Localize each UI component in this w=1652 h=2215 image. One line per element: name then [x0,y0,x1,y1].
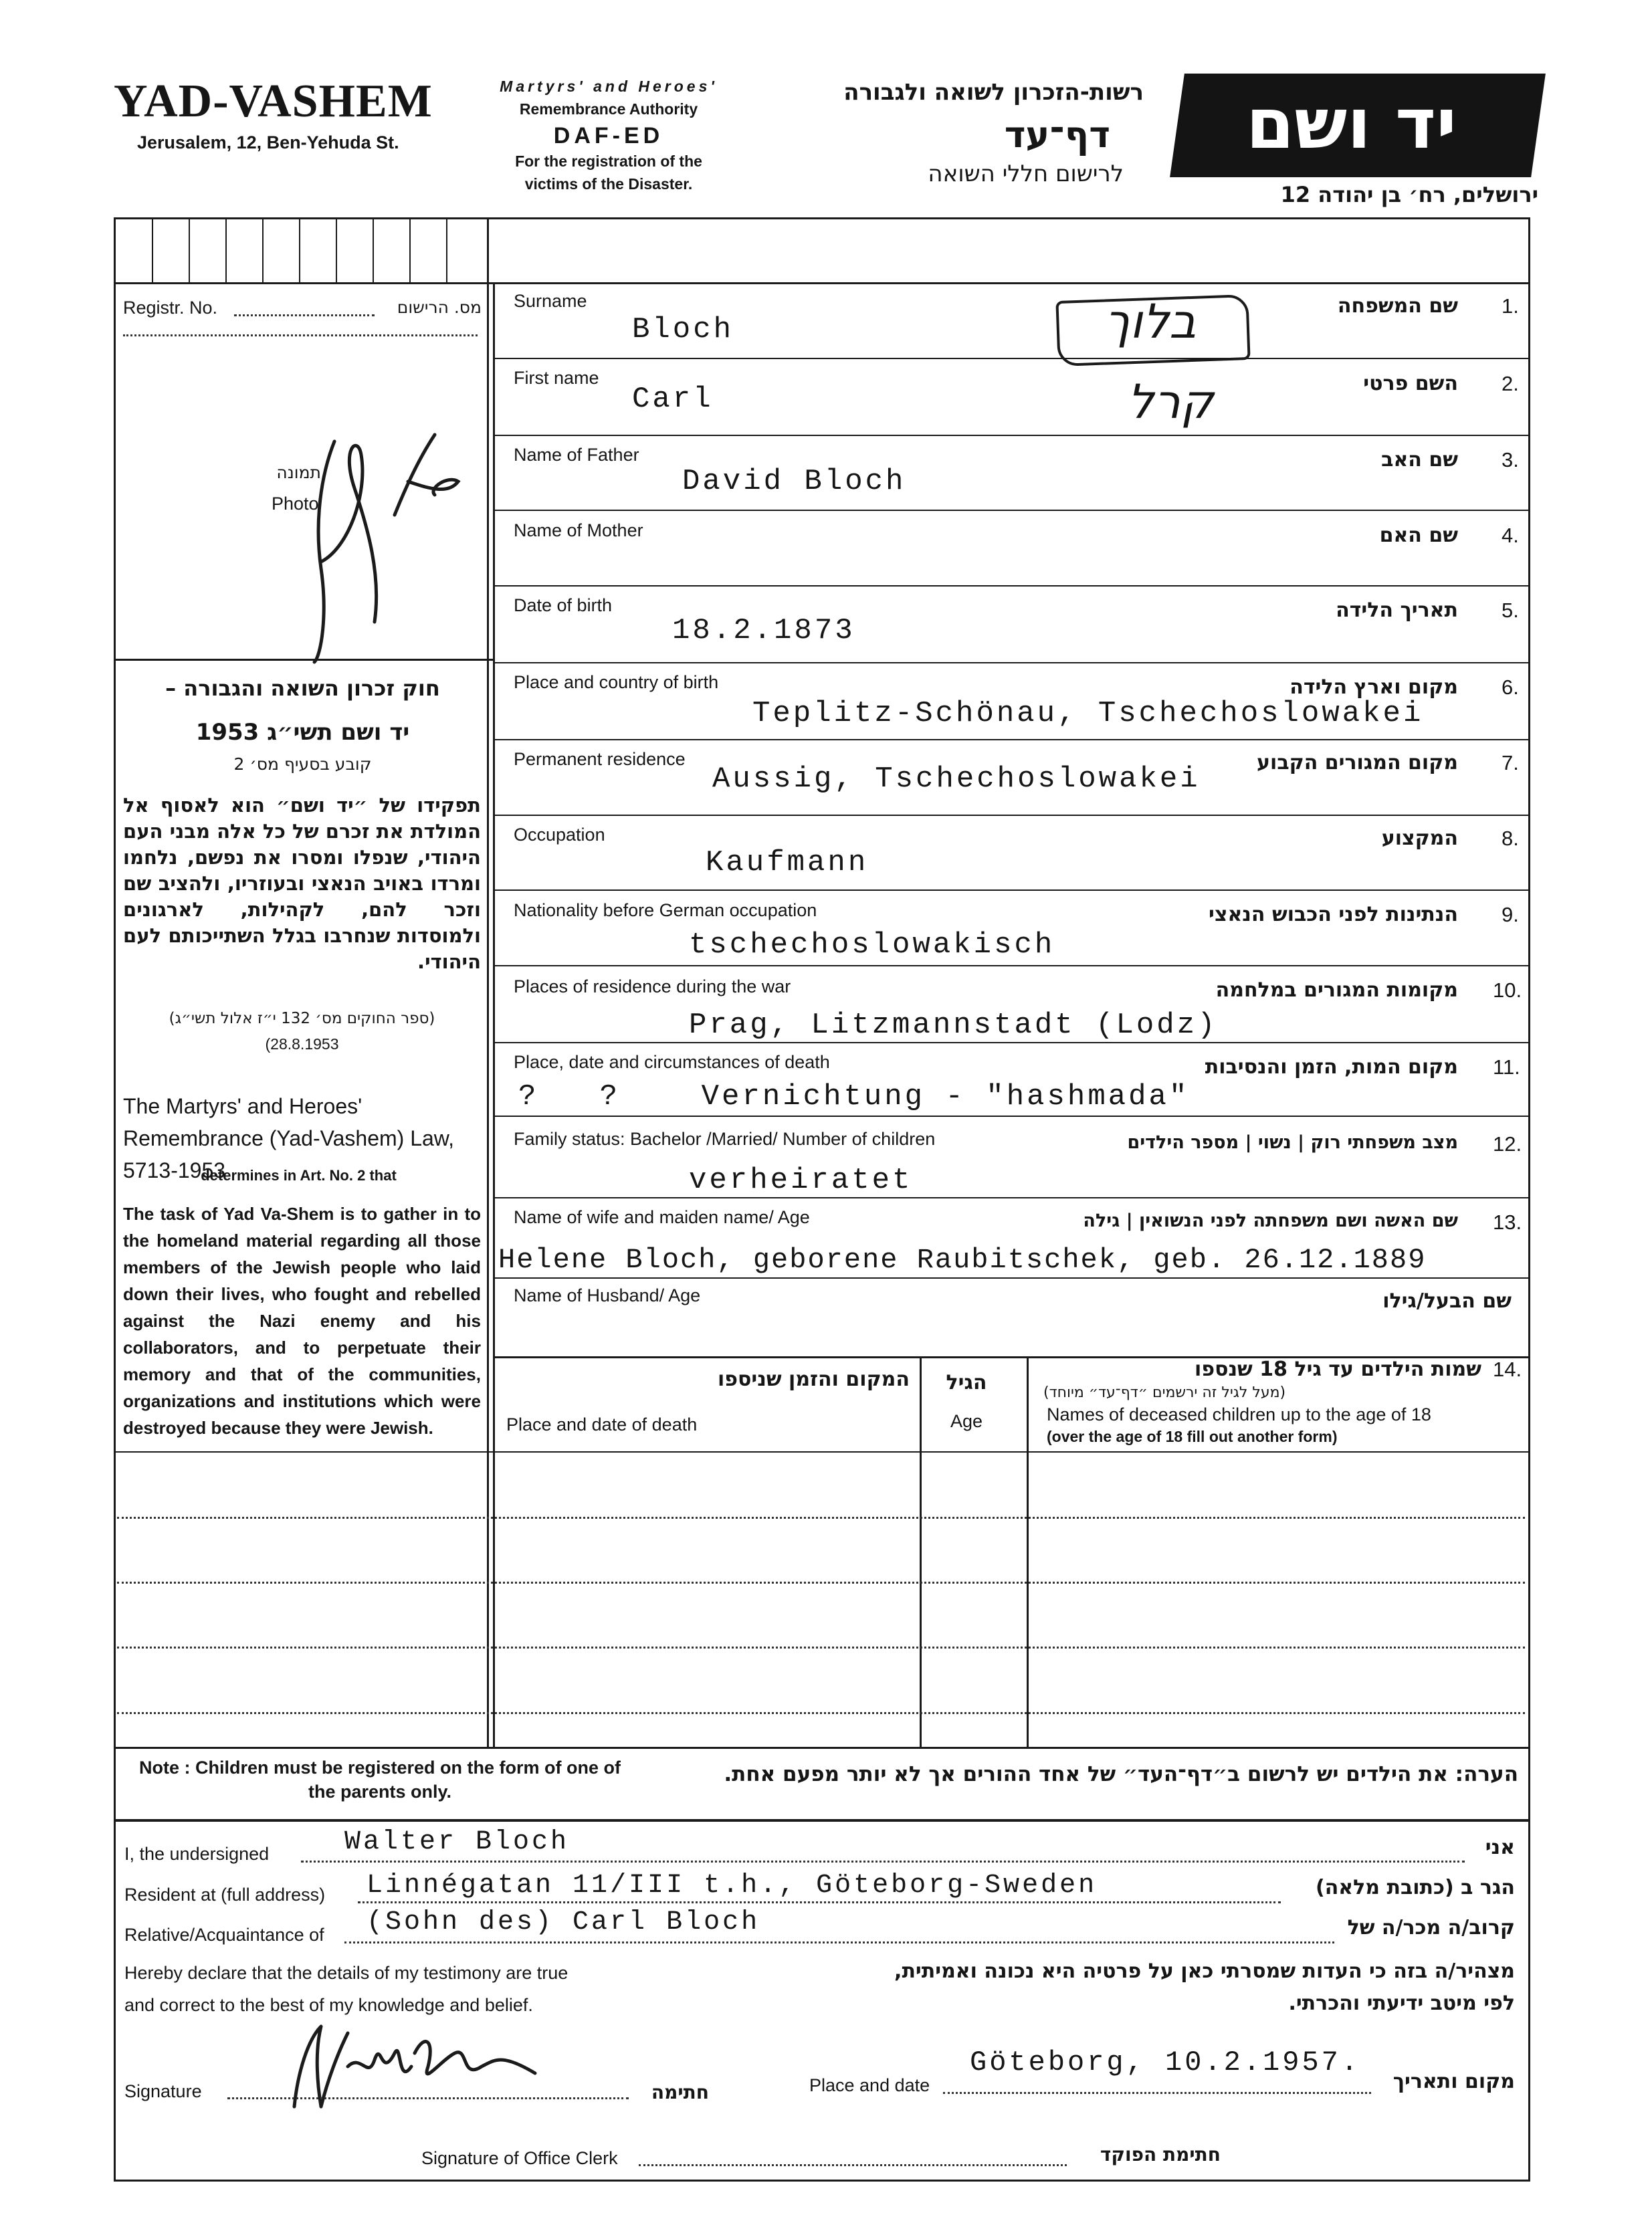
children-age-heb: הגיל [946,1371,987,1394]
undersigned-label: I, the undersigned [124,1844,270,1864]
children-title-en: Names of deceased children up to the age of 18 [1047,1404,1431,1425]
field-12-value[interactable]: verheiratet [689,1164,913,1197]
logo-text: יד ושם [1245,83,1457,165]
field-7-heb: מקום המגורים הקבוע [1257,751,1458,774]
left-address: Jerusalem, 12, Ben-Yehuda St. [137,132,399,152]
field-10-heb: מקומות המגורים במלחמה [1215,978,1458,1002]
field-11-heb: מקום המות, הזמן והנסיבות [1205,1055,1458,1079]
place-date-heb: מקום ותאריך [1392,2070,1515,2093]
field-1-label: Surname [514,291,587,311]
law-ref-heb: (ספר החוקים מס׳ 132 י״ז אלול תשי״ג) [169,1010,435,1027]
children-row[interactable] [117,1712,1525,1714]
field-7-label: Permanent residence [514,749,686,769]
law-title-heb: חוק זכרון השואה והגבורה – [165,675,440,701]
children-row[interactable] [117,1647,1525,1649]
children-note-en: (over the age of 18 fill out another form) [1047,1428,1338,1445]
field-10-num: 10. [1493,978,1522,1002]
heb-title: דף־עד [1004,114,1110,156]
header-center [441,75,776,195]
children-place-heb: המקום והזמן שניספו [717,1368,910,1391]
photo-heb: תמונה [276,463,321,482]
declare-heb-2: לפי מיטב ידיעתי והכרתי. [1288,1992,1515,2015]
declare-heb-1: מצהיר/ה בזה כי העדות שמסרתי כאן על פרטיה היא נכונה ואמיתית, [894,1960,1515,1983]
signature-label: Signature [124,2081,202,2101]
field-3-value[interactable]: David Bloch [682,465,906,498]
relative-heb: קרוב/ה מכר/ה של [1347,1916,1515,1939]
field-13-heb: שם האשה ושם משפחתה לפני הנשואין | גילה [1083,1210,1458,1231]
law-name-heb: יד ושם תשי״ג 1953 [195,719,410,746]
field-2-value[interactable]: Carl [632,383,714,416]
resident-heb: הגר ב (כתובת מלאה) [1315,1876,1515,1899]
field-10-label: Places of residence during the war [514,976,791,996]
law-body-heb: תפקידו של ״יד ושם״ הוא לאסוף אל המולדת את זכרם של כל אלה מבני העם היהודי, שנפלו ומסרו את נפשם, נלחמו ומרדו באויב הנאצי ובעוזריו, ולהציב שם וזכר להם, לקהילות, לארגונים ולמוסדות שנחרבו בגלל השתייכותם לעם היהודי. [123,794,481,973]
children-row[interactable] [117,1517,1525,1519]
field-13-label: Name of wife and maiden name/ Age [514,1207,810,1227]
field-13-num: 13. [1493,1210,1522,1234]
field-10-value[interactable]: Prag, Litzmannstadt (Lodz) [689,1009,1218,1042]
resident-label: Resident at (full address) [124,1885,326,1905]
field-8-heb: המקצוע [1381,827,1458,850]
field-8-label: Occupation [514,825,605,845]
header-center-title: DAF-ED [553,123,664,148]
field-1-num: 1. [1502,294,1519,318]
resident-value[interactable]: Linnégatan 11/III t.h., Göteborg-Sweden [367,1871,1098,1901]
field-2-heb: השם פרטי [1363,372,1458,395]
field-11-label: Place, date and circumstances of death [514,1052,830,1072]
children-place-en: Place and date of death [506,1414,698,1435]
undersigned-value[interactable]: Walter Bloch [344,1827,570,1857]
field-6-heb: מקום וארץ הלידה [1289,675,1458,699]
field-5-heb: תאריך הלידה [1336,599,1458,622]
field-6-label: Place and country of birth [514,672,719,692]
field-1-value[interactable]: Bloch [632,313,734,346]
handwritten-firstname-heb: קרל [1127,375,1214,429]
field-1-heb: שם המשפחה [1337,294,1458,318]
children-row[interactable] [117,1582,1525,1584]
relative-value[interactable]: (Sohn des) Carl Bloch [367,1907,760,1937]
field-6-num: 6. [1502,675,1519,699]
photo-label: Photo [272,494,319,514]
field-9-num: 9. [1502,903,1519,926]
field-11-value[interactable]: ? ? Vernichtung - "hashmada" [518,1080,1190,1114]
children-age-en: Age [950,1411,983,1431]
field-3-label: Name of Father [514,445,639,465]
place-date-value[interactable]: Göteborg, 10.2.1957. [970,2046,1361,2079]
children-num: 14. [1493,1358,1522,1381]
header-center-line3: For the registration of the [515,152,702,170]
left-title: YAD-VASHEM [114,76,433,127]
relative-label: Relative/Acquaintance of [124,1925,324,1945]
field-11-num: 11. [1493,1055,1520,1079]
declare-en-1: Hereby declare that the details of my testimony are true [124,1963,569,1983]
field-5-num: 5. [1502,599,1519,622]
registr-heb: מס. הרישום [397,298,482,317]
signature-heb: חתימה [651,2081,709,2103]
law-title-en: The Martyrs' and Heroes' Remembrance (Yad-Vashem) Law, 5713-1953 [123,1094,455,1182]
children-title-heb: שמות הילדים עד גיל 18 שנספו [1195,1358,1481,1381]
field-2-num: 2. [1502,372,1519,395]
clerk-heb: חתימת הפוקד [1100,2143,1221,2166]
header-center-line1: Martyrs' and Heroes' [500,78,718,95]
field-3-num: 3. [1502,448,1519,471]
field-6-value[interactable]: Teplitz-Schönau, Tschechoslowakei [752,697,1424,730]
header-center-line4: victims of the Disaster. [524,175,693,193]
field-5-label: Date of birth [514,595,613,615]
declare-en-2: and correct to the best of my knowledge and belief. [124,1995,533,2015]
field-8-num: 8. [1502,827,1519,850]
field-4-heb: שם האם [1379,524,1458,547]
place-date-label: Place and date [809,2075,930,2095]
field-3-heb: שם האב [1381,448,1458,471]
heb-address: ירושלים, רח׳ בן יהודה 12 [1280,182,1538,207]
handwritten-surname-heb: בלוך [1104,294,1197,349]
field-12-label: Family status: Bachelor /Married/ Number of children [514,1129,936,1149]
heb-subtitle: לרישום חללי השואה [928,161,1124,187]
note-en: Note : Children must be registered on the form of one of the parents only. [138,1758,621,1802]
law-determines: determines in Art. No. 2 that [201,1167,397,1184]
header-center-line2: Remembrance Authority [519,100,698,118]
law-body-en: The task of Yad Va-Shem is to gather in to the homeland material regarding all those members of the Jewish people who laid down their lives, who fought and rebelled against the Nazi enemy and his collaborators, and to perpetuate their memory and that of the communities, organizations and institutions which were destroyed because they were Jewish. [123,1204,481,1438]
note-heb: הערה: את הילדים יש לרשום ב״דף־העד״ של אחד ההורים אך לא יותר מפעם אחת. [724,1762,1518,1786]
field-2-label: First name [514,368,599,388]
children-note-heb: (מעל לגיל זה ירשמים ״דף־עד״ מיוחד) [1043,1384,1286,1401]
heb-authority: רשות-הזכרון לשואה ולגבורה [843,79,1144,106]
law-article-heb: קובע בסעיף מס׳ 2 [233,754,372,774]
registr-label: Registr. No. [123,298,218,318]
yad-vashem-logo [1170,74,1546,177]
law-ref-date: (28.8.1953 [265,1035,339,1053]
undersigned-heb: אני [1485,1836,1515,1859]
field-4-label: Name of Mother [514,520,643,540]
field-7-value[interactable]: Aussig, Tschechoslowakei [712,762,1201,796]
field-5-value[interactable]: 18.2.1873 [672,614,855,647]
field-8-value[interactable]: Kaufmann [706,846,869,879]
field-9-label: Nationality before German occupation [514,900,817,920]
field-9-value[interactable]: tschechoslowakisch [689,928,1055,962]
field-9-heb: הנתינות לפני הכבוש הנאצי [1209,903,1458,926]
field-12-num: 12. [1493,1132,1522,1156]
husband-heb: שם הבעל/גילו [1382,1289,1512,1313]
field-4-num: 4. [1502,524,1519,547]
field-12-heb: מצב משפחתי רוק | נשוי | מספר הילדים [1127,1132,1458,1153]
field-7-num: 7. [1502,751,1519,774]
photo-signature [294,415,468,669]
husband-label: Name of Husband/ Age [514,1285,701,1305]
field-13-value[interactable]: Helene Bloch, geborene Raubitschek, geb. 26.12.1889 [498,1244,1427,1276]
clerk-label: Signature of Office Clerk [421,2148,618,2168]
